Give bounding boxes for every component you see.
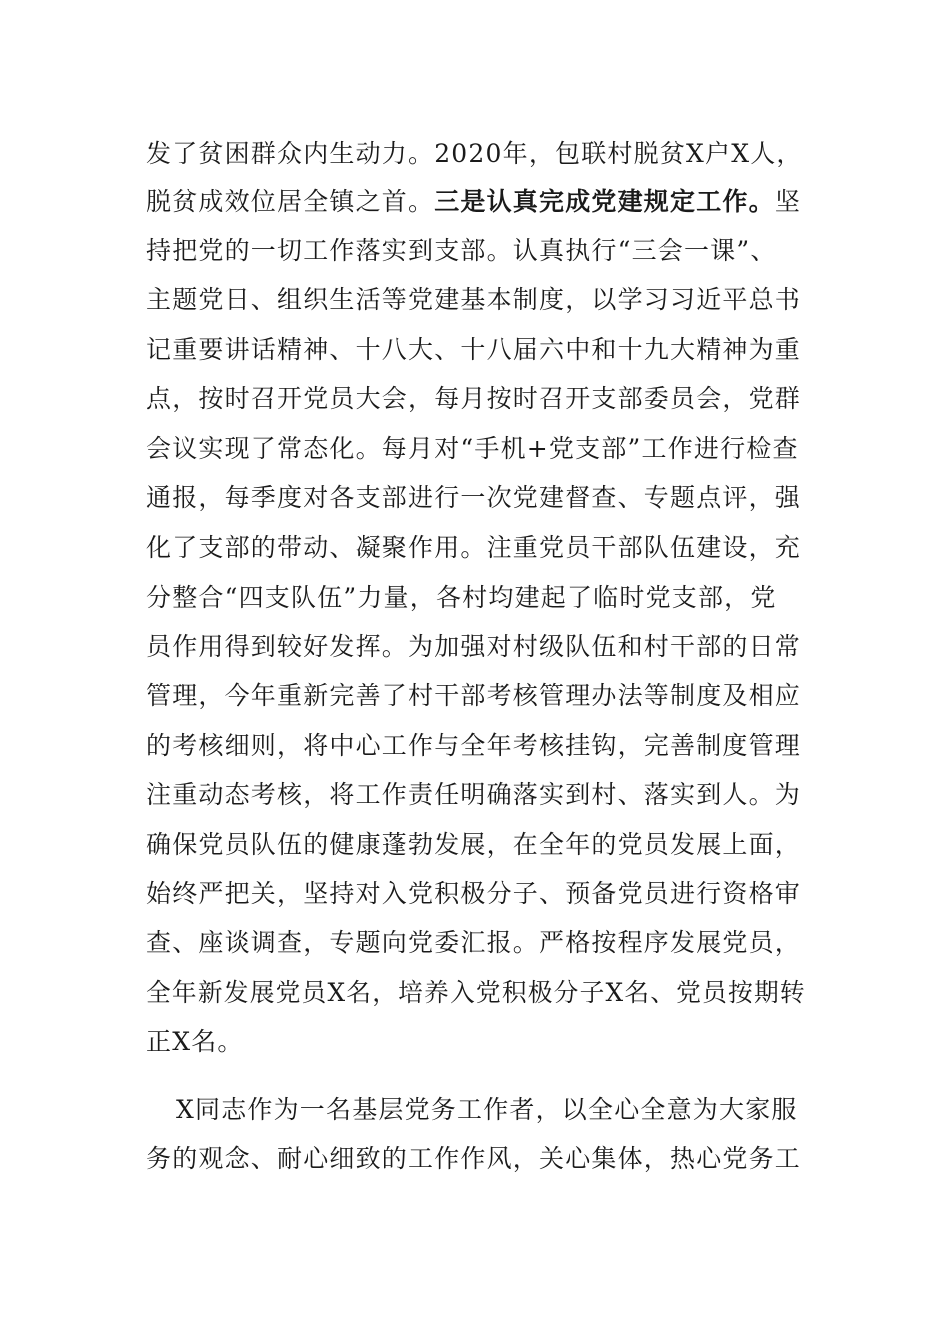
text-line: 主题党日、组织生活等党建基本制度，以学习习近平总书 xyxy=(146,285,802,314)
text-line: 务的观念、耐心细致的工作作风，关心集体，热心党务工 xyxy=(146,1144,802,1173)
text-line: 点，按时召开党员大会，每月按时召开支部委员会，党群 xyxy=(146,384,802,413)
text-line: 发了贫困群众内生动力。2020年，包联村脱贫X户X人， xyxy=(146,139,803,168)
bold-heading-span: 三是认真完成党建规定工作。 xyxy=(434,187,775,216)
text-span: 坚 xyxy=(774,187,802,216)
text-line-mixed xyxy=(146,184,806,220)
text-line: 记重要讲话精神、十八大、十八届六中和十九大精神为重 xyxy=(146,335,802,364)
text-line: 始终严把关，坚持对入党积极分子、预备党员进行资格审 xyxy=(146,879,802,908)
text-line: X同志作为一名基层党务工作者，以全心全意为大家服 xyxy=(176,1095,798,1124)
text-line: 会议实现了常态化。每月对“手机+党支部”工作进行检查 xyxy=(146,434,799,463)
text-line: 注重动态考核，将工作责任明确落实到村、落实到人。为 xyxy=(146,780,802,809)
text-line: 通报，每季度对各支部进行一次党建督查、专题点评，强 xyxy=(146,483,802,512)
text-line: 持把党的一切工作落实到支部。认真执行“三会一课”、 xyxy=(146,236,777,265)
text-line: 管理，今年重新完善了村干部考核管理办法等制度及相应 xyxy=(146,681,802,710)
text-line: 化了支部的带动、凝聚作用。注重党员干部队伍建设，充 xyxy=(146,533,802,562)
text-line: 正X名。 xyxy=(146,1027,244,1056)
text-line: 查、座谈调查，专题向党委汇报。严格按程序发展党员， xyxy=(146,928,802,957)
text-line: 确保党员队伍的健康蓬勃发展，在全年的党员发展上面， xyxy=(146,830,802,859)
text-line: 员作用得到较好发挥。为加强对村级队伍和村干部的日常 xyxy=(146,632,802,661)
text-line: 分整合“四支队伍”力量，各村均建起了临时党支部，党 xyxy=(146,583,777,612)
text-line: 的考核细则，将中心工作与全年考核挂钩，完善制度管理 xyxy=(146,731,802,760)
text-line: 全年新发展党员X名，培养入党积极分子X名、党员按期转 xyxy=(146,978,806,1007)
text-span: 脱贫成效位居全镇之首。 xyxy=(146,187,435,216)
